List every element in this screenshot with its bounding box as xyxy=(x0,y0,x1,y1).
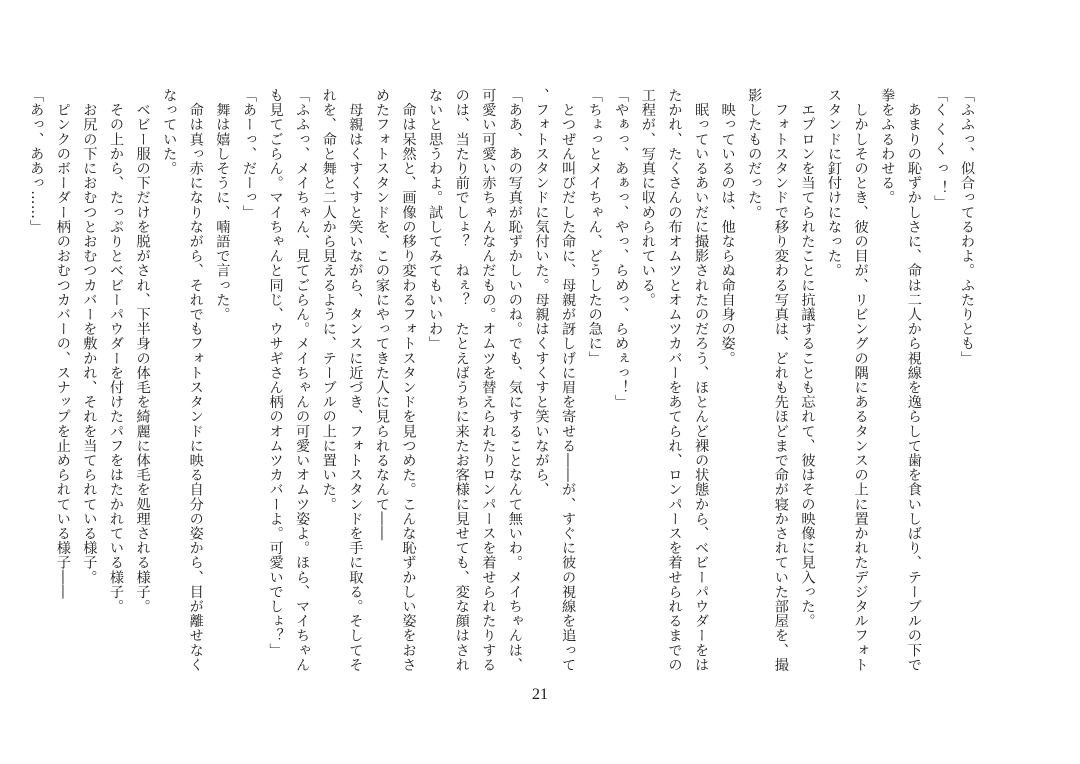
text-line: エプロンを当てられたことに抗議することも忘れて、彼はその映像に見入った。 xyxy=(799,88,816,629)
text-line: スタンドに釘付けになった。 xyxy=(826,88,843,278)
text-line: 母親はくすくすと笑いながら、タンスに近づき、フォトスタンドを手に取る。そしてそ xyxy=(347,88,364,672)
text-line: ベビー服の下だけを脱がされ、下半身の体毛を綺麗に体毛を処理される様子。 xyxy=(134,88,151,614)
text-line: フォトスタンドで移り変わる写真は、どれも先ほどまで命が寝かされていた部屋を、撮 xyxy=(772,88,789,672)
text-line: 命は呆然と、画像の移り変わるフォトスタンドを見つめた。こんな恥ずかしい姿をおさ xyxy=(400,88,417,672)
text-line: 可愛い可愛い赤ちゃんなんだもの。オムツを替えられたりロンパースを着せられたりする xyxy=(480,88,497,672)
text-line: 眠っているあいだに撮影されたのだろう、ほとんど裸の状態から、ベビーパウダーをは xyxy=(693,88,710,672)
text-line: めたフォトスタンドを、この家にやってきた人に見られるなんて―― xyxy=(373,88,390,541)
text-line: 「やぁっ、あぁっ、やっ、らめっ、らめぇっ！」 xyxy=(613,88,630,410)
text-line: 「ちょっとメイちゃん、どうしたの急に」 xyxy=(586,88,603,366)
text-line: 「ふふっ、似合ってるわよ。ふたりとも」 xyxy=(959,88,975,366)
text-line: なっていた。 xyxy=(161,88,178,176)
text-line: 映っているのは、他ならぬ命自身の姿。 xyxy=(719,88,736,366)
text-line: も見てごらん。マイちゃんと同じ、ウサギさん柄のオムツカバーよ。可愛いでしょ？」 xyxy=(267,88,284,658)
vertical-text-column xyxy=(28,88,980,678)
text-line: ないと思うわよ。試してみてもいいわ」 xyxy=(427,88,444,351)
text-line: 拳をふるわせる。 xyxy=(879,88,896,205)
text-line: お尻の下におむつとおむつカバーを敷かれ、それを当てられている様子。 xyxy=(81,88,98,585)
text-line: 「く く く っ ！」 xyxy=(932,88,949,210)
text-line: あまりの恥ずかしさに、命は二人から視線を逸らして歯を食いしばり、テーブルの下で xyxy=(905,88,922,672)
page-number: 21 xyxy=(532,686,548,703)
text-line: その上から、たっぷりとベビーパウダーを付けたパフをはたかれている様子。 xyxy=(108,88,124,614)
text-line: 命は真っ赤になりながら、それでもフォトスタンドに映る自分の姿から、目が離せなく xyxy=(187,88,204,672)
text-line: 「あーっ、だーっ」 xyxy=(240,88,257,220)
text-line: 、フォトスタンドに気付いた。母親はくすくすと笑いながら、 xyxy=(533,88,550,497)
text-line: ピンクのボーダー柄のおむつカバーの、スナップを止められている様子―― xyxy=(54,88,71,599)
body-text-block xyxy=(28,88,980,678)
text-line: たかれ、たくさんの布オムツとオムツカバーをあてられ、ロンパースを着せられるまでの xyxy=(666,88,683,672)
text-line: のは、当たり前でしょ？ ねぇ？ たとえばうちに来たお客様に見せても、変な顔はされ xyxy=(453,88,470,672)
text-line: れを、命と舞と二人から見えるように、テーブルの上に置いた。 xyxy=(320,88,337,512)
text-line: 舞は嬉しそうに、喃語で言った。 xyxy=(214,88,231,322)
text-line: しかしそのとき、彼の目が、リビングの隅にあるタンスの上に置かれたデジタルフォト xyxy=(852,88,869,672)
text-line: 工程が、写真に収められている。 xyxy=(639,88,656,307)
text-line: 「あっ、ああっ……」 xyxy=(28,88,45,234)
text-line: 「ふふっ、メイちゃん、見てごらん。メイちゃんの可愛いオムツ姿よ。ほら、マイちゃん xyxy=(294,88,311,672)
text-line: 影したものだった。 xyxy=(746,88,763,220)
text-line: 「ああ、あの写真が恥ずかしいのね。でも、気にすることなんて無いわ。メイちゃんは、 xyxy=(506,88,523,672)
text-line: とつぜん叫びだした命に、母親が訝しげに眉を寄せる――が、すぐに彼の視線を追って xyxy=(560,88,577,672)
